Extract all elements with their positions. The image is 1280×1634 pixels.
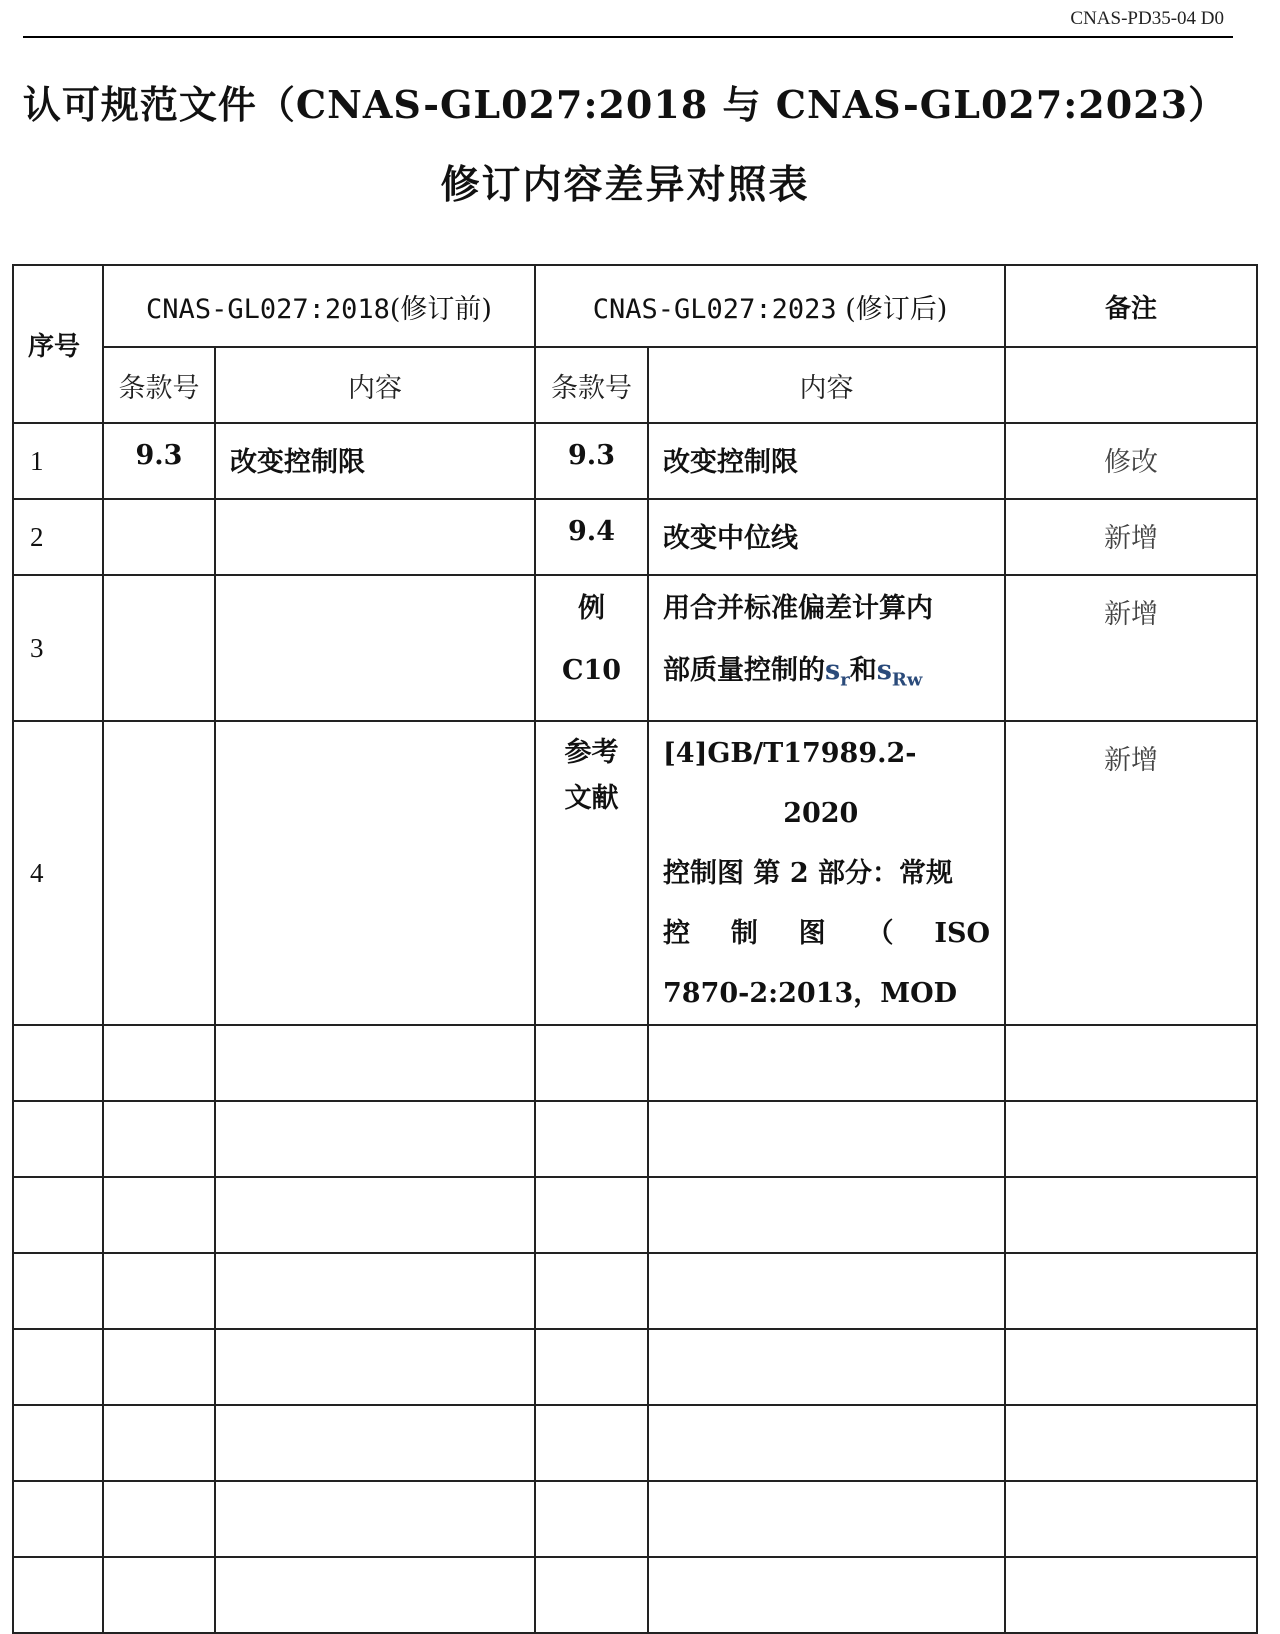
subheader-old-content: 内容 [215,347,535,423]
subheader-note-empty [1005,347,1257,423]
table-row [13,499,1257,575]
new-content [648,575,1005,721]
new-clause-line: 参考 [564,737,619,768]
content-and: 和 [849,655,877,686]
new-version-code: CNAS-GL027:2023 [592,293,837,325]
empty-row [13,1405,1257,1481]
subheader-new-content: 内容 [648,347,1005,423]
new-content-line: 用合并标准偏差计算内 [663,593,934,624]
old-clause: 9.3 [103,423,215,499]
row-note: 修改 [1005,423,1257,499]
reference-word: 控 [663,918,691,949]
page-title: 认可规范文件（CNAS-GL027:2018 与 CNAS-GL027:2023） [22,82,1228,127]
table-header-row [13,265,1257,347]
symbol-s: s [876,655,892,686]
row-seq: 2 [13,499,103,575]
revision-comparison-table [12,264,1258,1634]
empty-row [13,1329,1257,1405]
old-content [215,499,535,575]
reference-line [663,904,990,964]
new-clause: 9.4 [535,499,648,575]
table-row [13,721,1257,1025]
document-code: CNAS-PD35-04 D0 [1070,8,1224,29]
row-note: 新增 [1005,721,1257,1025]
header-seq: 序号 [13,265,103,423]
empty-row [13,1557,1257,1633]
new-clause-line: C10 [561,655,622,686]
new-content: 改变控制限 [648,423,1005,499]
old-version-suffix: (修订前) [389,293,492,325]
header-rule [23,36,1233,38]
old-content [215,575,535,721]
new-clause [535,575,648,721]
new-clause [535,721,648,1025]
new-version-suffix: (修订后) [836,293,948,325]
old-content: 改变控制限 [215,423,535,499]
new-clause: 9.3 [535,423,648,499]
new-clause-line: 例 [578,593,606,624]
old-content [215,721,535,1025]
reference-word: 图 [798,918,826,949]
empty-row [13,1481,1257,1557]
reference-word: [4]GB/T [663,738,784,769]
table-row [13,575,1257,721]
subheader-old-clause: 条款号 [103,347,215,423]
new-content: 改变中位线 [648,499,1005,575]
reference-word: 17989.2-2020 [783,738,917,829]
empty-row [13,1101,1257,1177]
reference-line [663,724,990,844]
row-note: 新增 [1005,575,1257,721]
empty-row [13,1253,1257,1329]
reference-line: 控制图 第 2 部分：常规 [663,858,954,889]
new-clause-line: 文献 [564,783,619,814]
old-version-code: CNAS-GL027:2018 [146,293,390,325]
subscript-r: r [840,669,850,691]
header-old-version [103,265,535,347]
new-content-line [663,640,990,711]
old-clause [103,575,215,721]
subscript-rw: Rw [891,669,923,691]
header-new-version [535,265,1005,347]
reference-word: （ [866,918,894,949]
empty-row [13,1177,1257,1253]
page-subtitle: 修订内容差异对照表 [440,162,810,208]
row-seq: 1 [13,423,103,499]
reference-line: 7870-2:2013，MOD [663,978,958,1009]
reference-word: ISO [934,918,990,949]
content-text: 部质量控制的 [663,655,826,686]
header-note: 备注 [1005,265,1257,347]
reference-word: 制 [730,918,758,949]
table-row [13,423,1257,499]
row-note: 新增 [1005,499,1257,575]
new-content [648,721,1005,1025]
row-seq: 4 [13,721,103,1025]
symbol-s: s [825,655,841,686]
empty-row [13,1025,1257,1101]
table-subheader-row [13,347,1257,423]
row-seq: 3 [13,575,103,721]
old-clause [103,721,215,1025]
old-clause [103,499,215,575]
subheader-new-clause: 条款号 [535,347,648,423]
